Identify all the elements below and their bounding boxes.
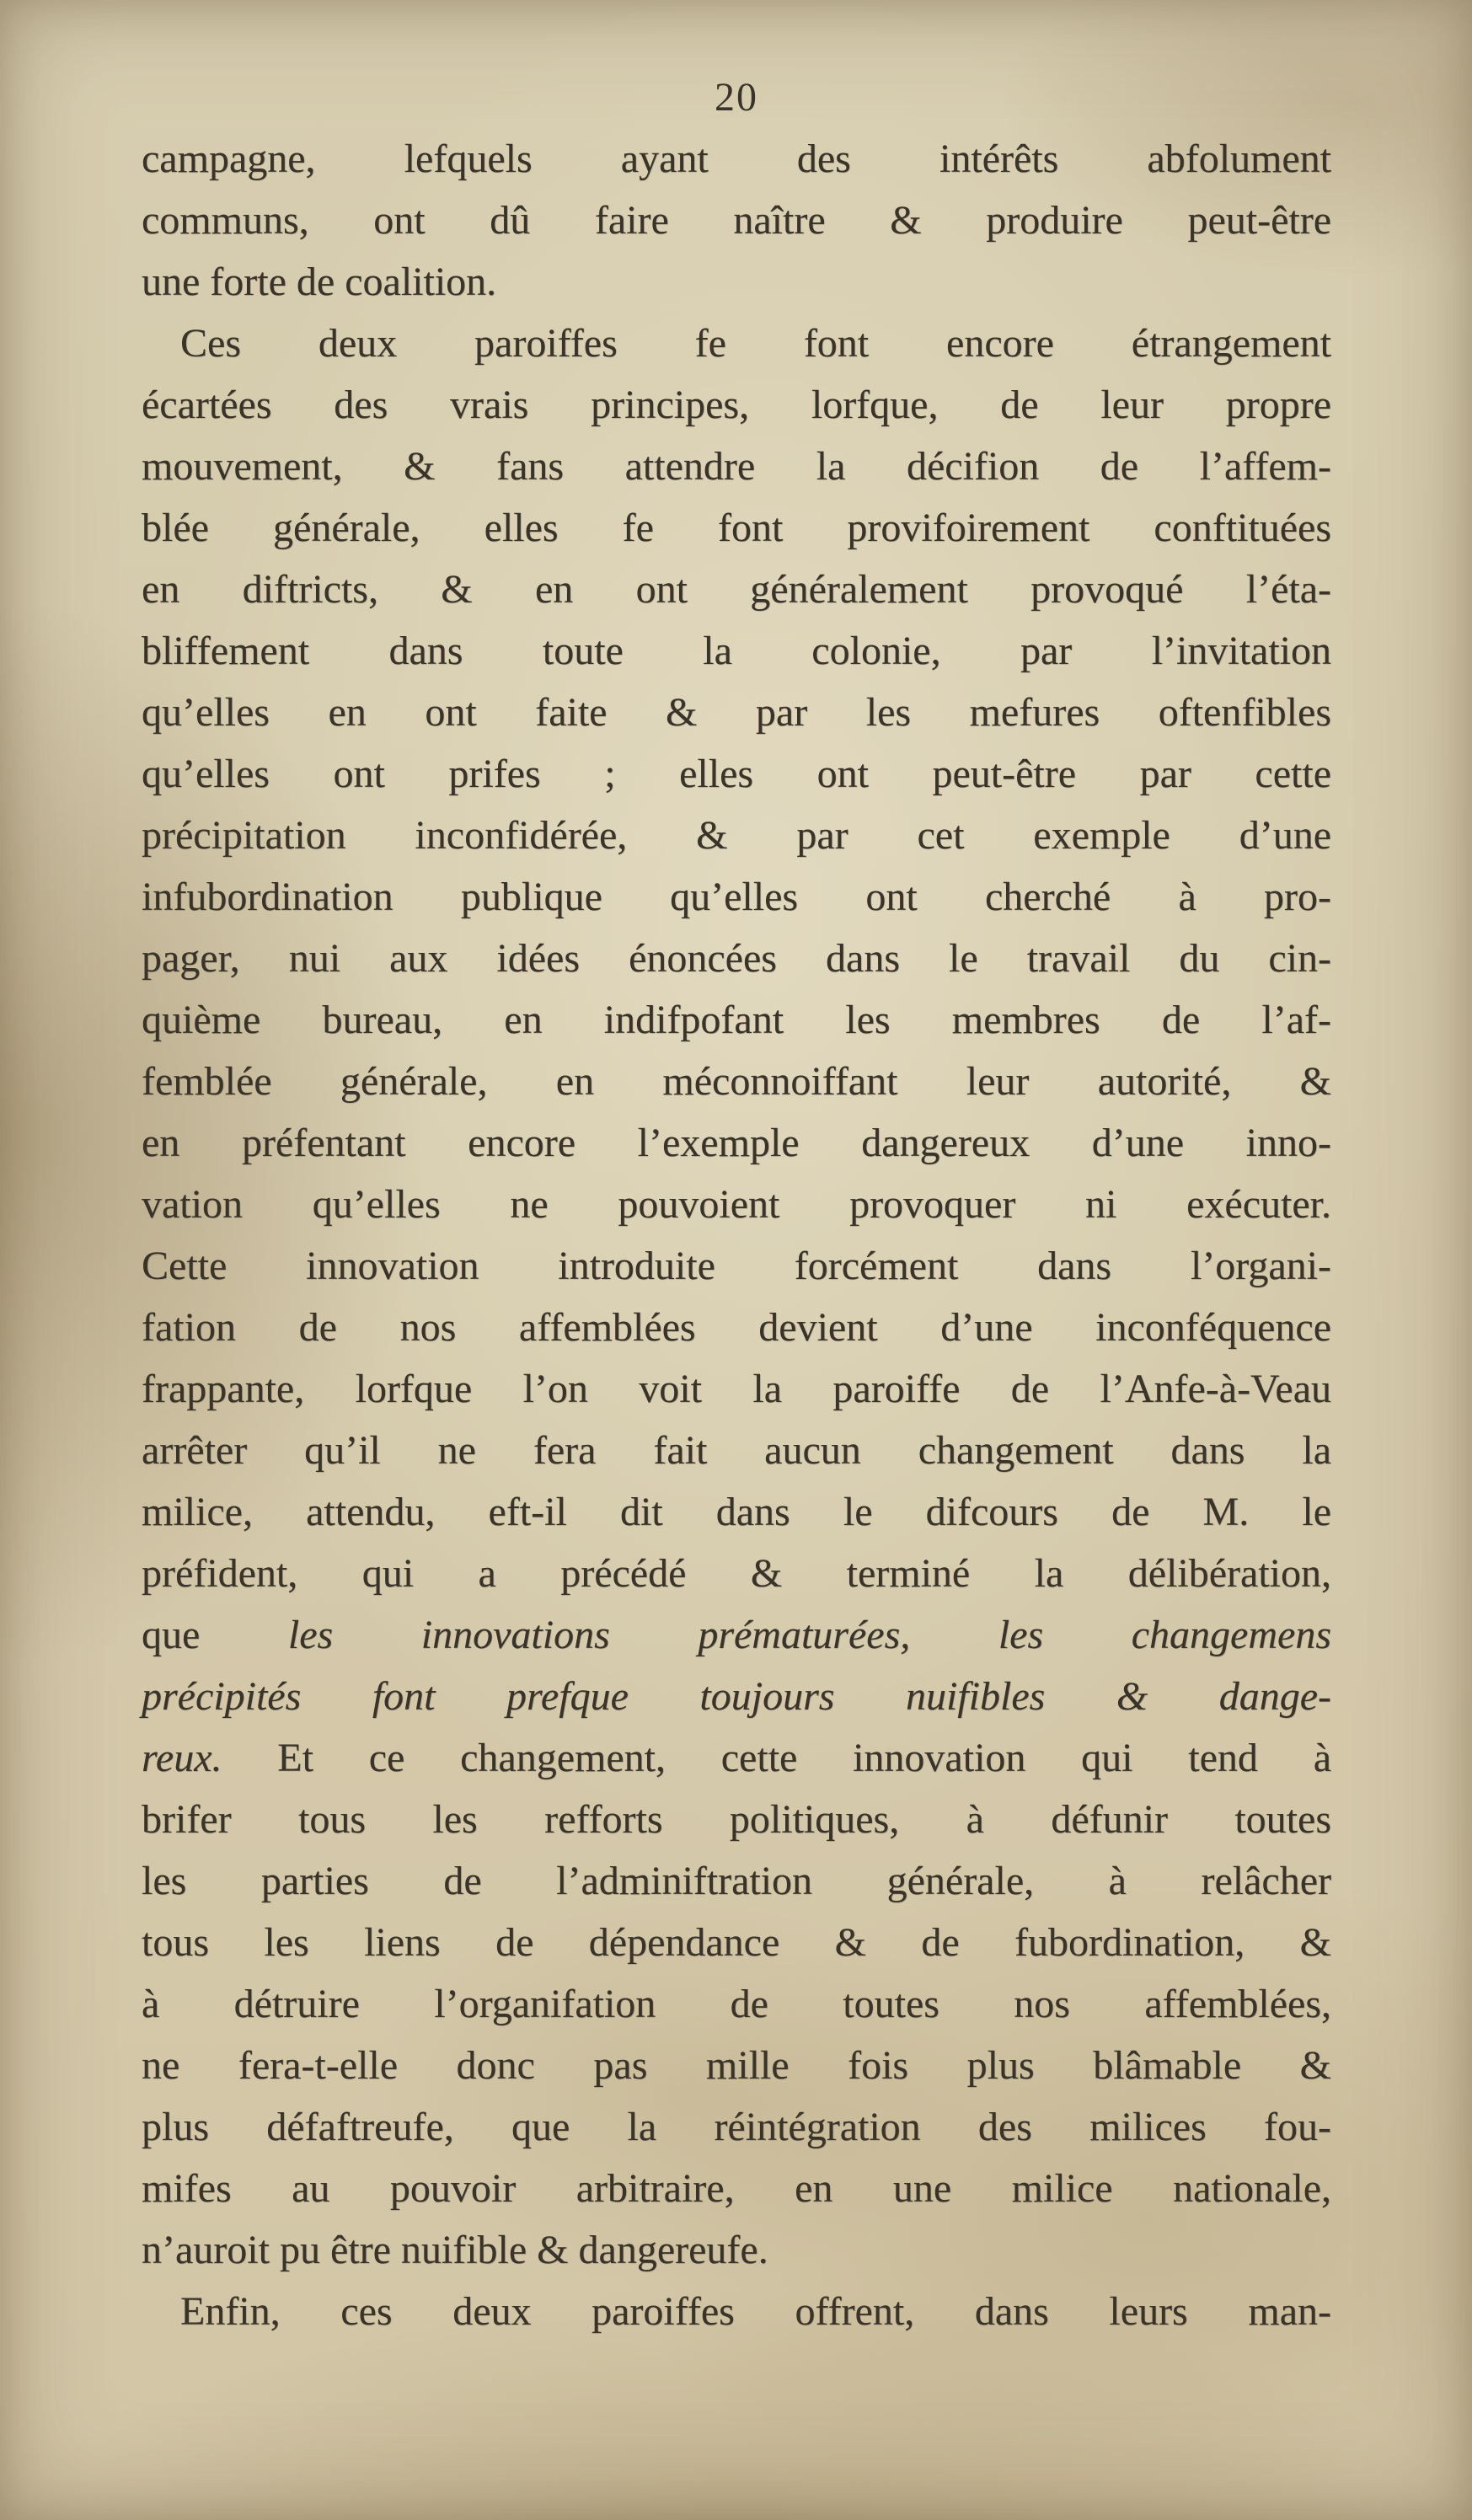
text-segment: précipitation inconfidérée, & par cet exemple d’une: [142, 813, 1331, 858]
text-line: [142, 682, 1331, 743]
text-segment: à détruire l’organifation de toutes nos affemblées,: [142, 1982, 1331, 2026]
text-line: [142, 1912, 1331, 1973]
text-segment: écartées des vrais principes, lorfque, de leur propre: [142, 383, 1331, 427]
text-segment: ne fera-t-elle donc pas mille fois plus blâmable &: [142, 2043, 1331, 2088]
text-line: [142, 1051, 1331, 1112]
text-segment: arrêter qu’il ne fera fait aucun changement dans la: [142, 1428, 1331, 1473]
text-line: [142, 1543, 1331, 1604]
text-line: [142, 989, 1331, 1051]
text-line: [142, 313, 1331, 374]
text-segment: mouvement, & fans attendre la décifion de l’affem-: [142, 444, 1331, 489]
text-segment: campagne, lefquels ayant des intérêts abfolument: [142, 136, 1331, 181]
text-segment: vation qu’elles ne pouvoient provoquer ni exécuter.: [142, 1182, 1331, 1227]
text-segment: brifer tous les refforts politiques, à défunir toutes: [142, 1797, 1331, 1842]
text-segment: plus défaftreufe, que la réintégration des milices fou-: [142, 2105, 1331, 2149]
text-segment: communs, ont dû faire naître & produire peut-être: [142, 198, 1331, 243]
text-line: [142, 866, 1331, 928]
text-line: [142, 497, 1331, 559]
text-line: [142, 128, 1331, 190]
text-segment: blée générale, elles fe font provifoirement conftituées: [142, 506, 1331, 550]
text-line: [142, 2158, 1331, 2219]
text-segment: n’auroit pu être nuifible & dangereufe.: [142, 2228, 768, 2272]
text-segment: mifes au pouvoir arbitraire, en une milice nationale,: [142, 2166, 1331, 2211]
text-segment: pager, nui aux idées énoncées dans le travail du cin-: [142, 936, 1331, 981]
text-segment: que: [142, 1613, 288, 1657]
text-segment: en diftricts, & en ont généralement provoqué l’éta-: [142, 567, 1331, 612]
text-segment: frappante, lorfque l’on voit la paroiffe de l’Anfe-à-Veau: [142, 1367, 1331, 1411]
text-segment: qu’elles ont prifes ; elles ont peut-être par cette: [142, 752, 1331, 796]
text-line: [142, 1297, 1331, 1358]
text-segment: Cette innovation introduite forcément dans l’organi-: [142, 1244, 1331, 1288]
text-line: [142, 1789, 1331, 1850]
text-line: [142, 1973, 1331, 2035]
text-line: [142, 1112, 1331, 1174]
text-segment: en préfentant encore l’exemple dangereux d’une inno-: [142, 1121, 1331, 1165]
text-segment: les parties de l’adminiftration générale, à relâcher: [142, 1859, 1331, 1903]
text-line: [142, 1174, 1331, 1235]
text-segment: préfident, qui a précédé & terminé la délibération,: [142, 1551, 1331, 1596]
text-line: [142, 559, 1331, 620]
text-segment: femblée générale, en méconnoiffant leur autorité, &: [142, 1059, 1331, 1104]
text-line: [142, 743, 1331, 805]
italic-text-segment: les innovations prématurées, les changemens: [287, 1613, 1331, 1657]
text-line: [142, 2035, 1331, 2096]
text-segment: fation de nos affemblées devient d’une inconféquence: [142, 1305, 1331, 1350]
text-line: [142, 436, 1331, 497]
text-segment: bliffement dans toute la colonie, par l’invitation: [142, 629, 1331, 673]
text-line: [142, 620, 1331, 682]
text-line: [142, 928, 1331, 989]
text-line: [142, 2219, 1331, 2281]
text-segment: Enfin, ces deux paroiffes offrent, dans leurs man-: [180, 2289, 1331, 2334]
text-line: [142, 1604, 1331, 1666]
text-segment: qu’elles en ont faite & par les mefures oftenfibles: [142, 690, 1331, 735]
text-block: [142, 128, 1331, 2342]
text-segment: Ces deux paroiffes fe font encore étrangement: [180, 321, 1331, 366]
text-segment: quième bureau, en indifpofant les membres de l’af-: [142, 998, 1331, 1042]
text-segment: infubordination publique qu’elles ont cherché à pro-: [142, 875, 1331, 919]
text-line: [142, 374, 1331, 436]
italic-text-segment: reux.: [142, 1736, 222, 1780]
text-line: [142, 1358, 1331, 1420]
text-segment: une forte de coalition.: [142, 259, 497, 304]
text-line: [142, 1481, 1331, 1543]
text-segment: milice, attendu, eft-il dit dans le difcours de M. le: [142, 1490, 1331, 1534]
text-line: [142, 1235, 1331, 1297]
text-line: [142, 1420, 1331, 1481]
text-line: [142, 805, 1331, 866]
text-line: [142, 1727, 1331, 1789]
text-line: [142, 2281, 1331, 2342]
italic-text-segment: précipités font prefque toujours nuifibles & dange-: [142, 1674, 1331, 1719]
text-line: [142, 190, 1331, 251]
text-line: [142, 1666, 1331, 1727]
text-line: [142, 2096, 1331, 2158]
page-number: 20: [715, 75, 758, 120]
text-line: [142, 1850, 1331, 1912]
text-line: [142, 251, 1331, 313]
text-segment: tous les liens de dépendance & de fubordination, &: [142, 1920, 1331, 1965]
text-segment: Et ce changement, cette innovation qui tend à: [222, 1736, 1331, 1780]
